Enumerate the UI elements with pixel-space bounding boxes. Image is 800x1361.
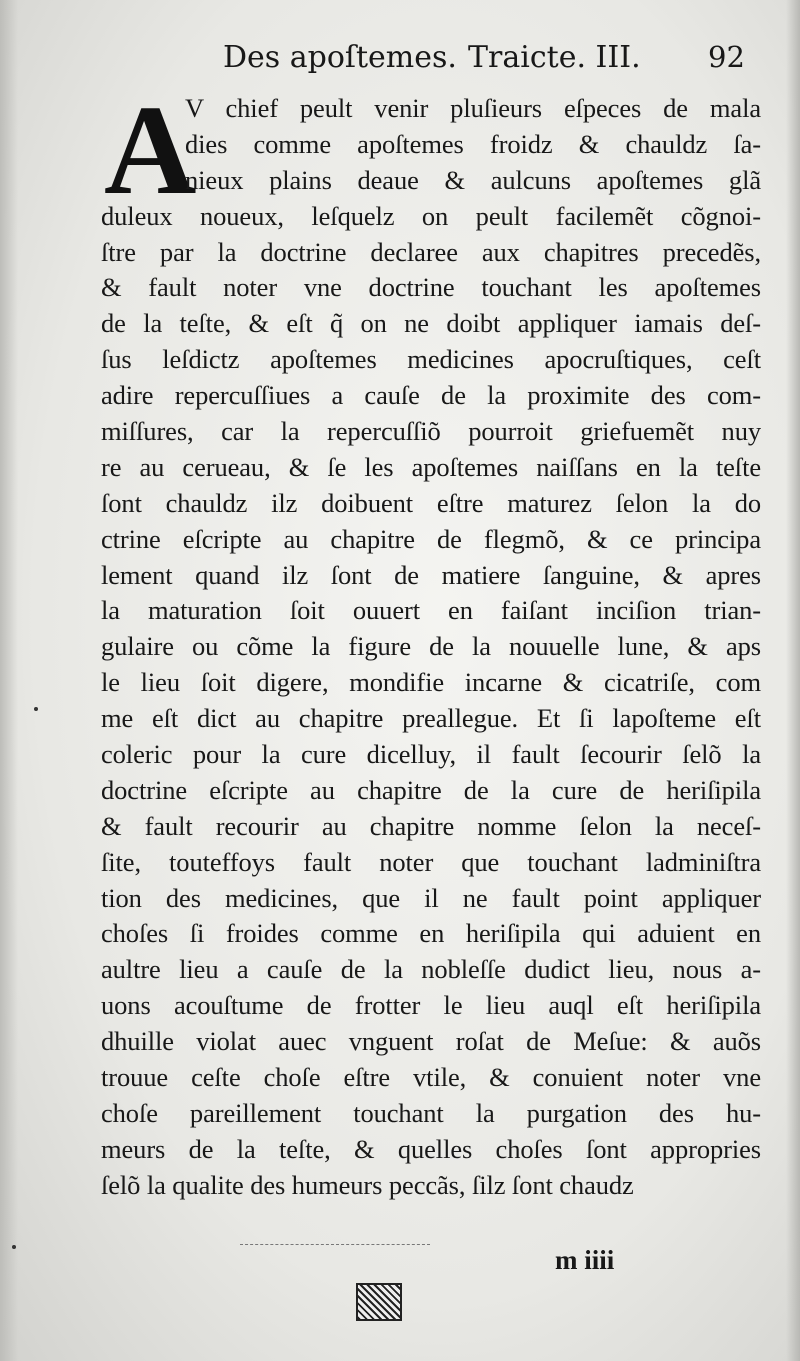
text-line: me eſt dict au chapitre preallegue. Et ſi lapoſteme eſt	[101, 703, 761, 734]
text-line: meurs de la teſte, & quelles choſes ſont appropries	[101, 1133, 761, 1164]
ink-speck	[12, 1245, 16, 1249]
text-line: gulaire ou cõme la figure de la nouuelle lune, & aps	[101, 631, 761, 662]
text-line: choſes ſi froides comme en heriſipila qui aduient en	[101, 918, 761, 949]
text-line: trouue ceſte choſe eſtre vtile, & conuient noter vne	[101, 1062, 761, 1093]
text-line: lement quand ilz ſont de matiere ſanguine, & apres	[101, 559, 761, 590]
text-line: ſont chauldz ilz doibuent eſtre maturez ſelon la do	[101, 487, 761, 518]
text-line: aultre lieu a cauſe de la nobleſſe dudict lieu, nous a-	[101, 954, 761, 985]
body-text	[101, 91, 761, 1204]
text-line: coleric pour la cure dicelluy, il fault ſecourir ſelõ la	[101, 739, 761, 770]
text-line: duleux noueux, leſquelz on peult facilemẽt cõgnoi-	[101, 200, 761, 231]
text-line: le lieu ſoit digere, mondifie incarne & cicatriſe, com	[101, 667, 761, 698]
section-title: Traicte. III.	[468, 40, 641, 75]
text-line: ſelõ la qualite des humeurs peccãs, ſilz ſont chaudz	[101, 1169, 634, 1200]
text-line: dhuille violat auec vnguent roſat de Meſue: & auõs	[101, 1026, 761, 1057]
text-line: adire repercuſſiues a cauſe de la proximite des com-	[101, 380, 761, 411]
page-right-shadow	[786, 0, 800, 1361]
text-line: doctrine eſcripte au chapitre de la cure de heriſipila	[101, 774, 761, 805]
text-line: ſtre par la doctrine declaree aux chapitres precedẽs,	[101, 236, 761, 267]
running-title: Des apoſtemes.	[223, 40, 457, 75]
drop-cap-initial: A	[104, 79, 197, 221]
ink-speck	[34, 707, 38, 711]
text-line: ctrine eſcripte au chapitre de flegmõ, & ce principa	[101, 523, 761, 554]
text-line: ſus leſdictz apoſtemes medicines apocruſtiques, ceſt	[101, 344, 761, 375]
text-line: la maturation ſoit ouuert en faiſant inciſion trian-	[101, 595, 761, 626]
text-line: choſe pareillement touchant la purgation des hu-	[101, 1097, 761, 1128]
text-line: & fault recourir au chapitre nomme ſelon la neceſ-	[101, 810, 761, 841]
page-left-shadow	[0, 0, 18, 1361]
footer-rule	[240, 1244, 430, 1245]
page-number: 92	[708, 40, 745, 74]
text-line: V chief peult venir pluſieurs eſpeces de mala	[185, 93, 761, 123]
signature-mark: m iiii	[555, 1245, 615, 1275]
text-line: nieux plains deaue & aulcuns apoſtemes glã	[185, 164, 761, 195]
text-line: de la teſte, & eſt q̃ on ne doibt appliquer iamais deſ-	[101, 308, 761, 339]
text-line: miſſures, car la repercuſſiõ pourroit griefuemẽt nuy	[101, 416, 761, 447]
text-line: tion des medicines, que il ne fault point appliquer	[101, 882, 761, 913]
text-line: uons acouſtume de frotter le lieu auql eſt heriſipila	[101, 990, 761, 1021]
text-line: & fault noter vne doctrine touchant les apoſtemes	[101, 272, 761, 303]
text-line: ſite, touteffoys fault noter que touchant ladminiſtra	[101, 846, 761, 877]
library-stamp-icon	[356, 1283, 402, 1321]
text-line: dies comme apoſtemes froidz & chauldz ſa-	[185, 128, 761, 159]
text-line: re au cerueau, & ſe les apoſtemes naiſſans en la teſte	[101, 451, 761, 482]
